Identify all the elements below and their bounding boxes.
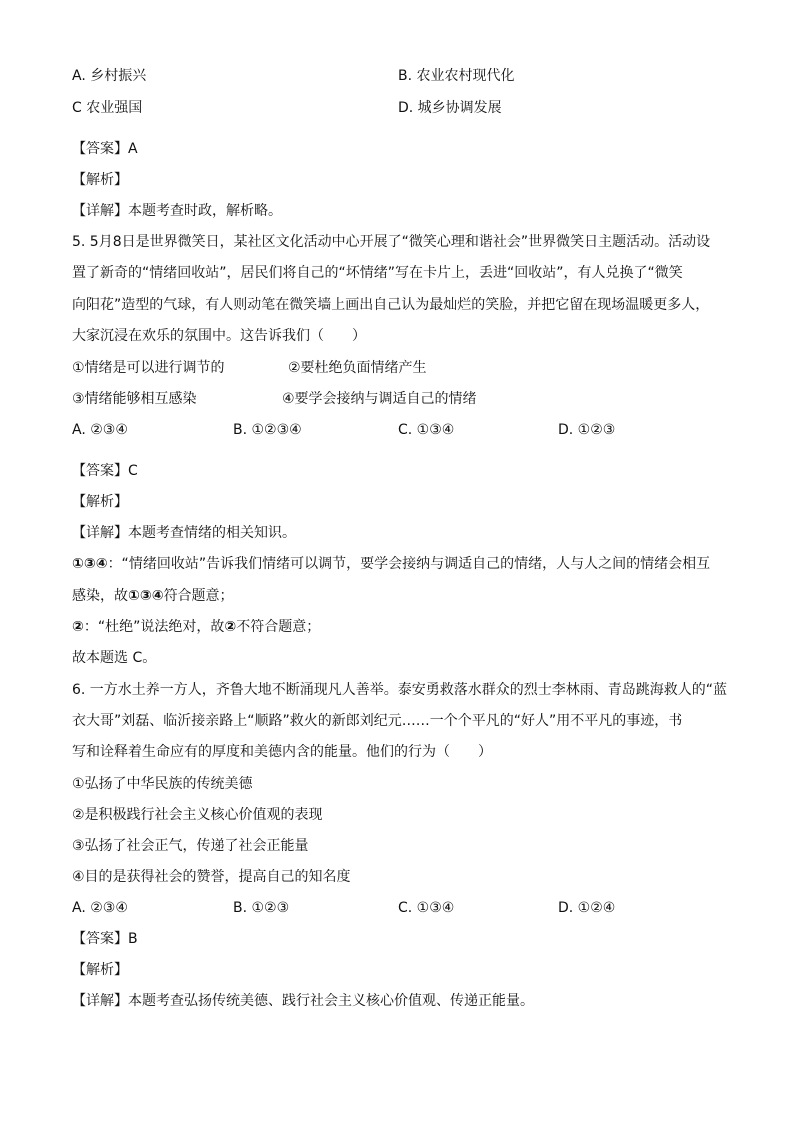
q5-exp-text: 符合题意； [163, 588, 234, 604]
q5-analysis-heading: 【解析】 [72, 494, 128, 510]
q6-statement-1: ①弘扬了中华民族的传统美德 [72, 776, 253, 792]
q6-statement-3: ③弘扬了社会正气，传递了社会正能量 [72, 838, 309, 854]
q5-exp-text: ：“杜绝”说法绝对，故 [83, 619, 225, 635]
q4-detail: 【详解】本题考查时政，解析略。 [72, 203, 282, 219]
q5-exp-numbers: ①③④ [72, 556, 108, 572]
q6-option-c: C. ①③④ [398, 900, 455, 916]
q5-exp-numbers: ② [224, 619, 237, 635]
q6-stem-line: 衣大哥”刘磊、临沂接亲路上“顺路”救火的新郎刘纪元……一个个平凡的“好人”用不平凡的事迹，书 [72, 713, 683, 729]
q4-option-a: A. 乡村振兴 [72, 68, 147, 84]
q5-stem-line: 5. 5月8日是世界微笑日，某社区文化活动中心开展了“微笑心理和谐社会”世界微笑日主题活动。活动设 [72, 234, 711, 250]
q6-option-b: B. ①②③ [233, 900, 290, 916]
q5-statement-1: ①情绪是可以进行调节的 [72, 360, 225, 376]
q4-analysis-heading: 【解析】 [72, 172, 128, 188]
q5-option-d: D. ①②③ [558, 422, 616, 438]
q5-stem-line: 大家沉浸在欢乐的氛围中。这告诉我们（ ） [72, 328, 366, 344]
q4-option-d: D. 城乡协调发展 [398, 100, 502, 116]
q4-option-b: B. 农业农村现代化 [398, 68, 515, 84]
q6-answer: 【答案】B [72, 931, 138, 947]
q6-stem-line: 6. 一方水土养一方人，齐鲁大地不断涌现凡人善举。泰安勇救落水群众的烈士李林雨、青岛跳海救人的“蓝 [72, 682, 728, 698]
q6-statement-4: ④目的是获得社会的赞誉，提高自己的知名度 [72, 869, 351, 885]
q6-stem-line: 写和诠释着生命应有的厚度和美德内含的能量。他们的行为（ ） [72, 744, 492, 760]
q5-explanation-line [72, 586, 234, 606]
q5-statement-2: ②要杜绝负面情绪产生 [288, 360, 427, 376]
q6-statement-2: ②是积极践行社会主义核心价值观的表现 [72, 807, 323, 823]
q5-statement-4: ④要学会接纳与调适自己的情绪 [282, 391, 477, 407]
q6-detail: 【详解】本题考查弘扬传统美德、践行社会主义核心价值观、传递正能量。 [72, 993, 534, 1009]
q5-option-b: B. ①②③④ [233, 422, 302, 438]
q6-analysis-heading: 【解析】 [72, 962, 128, 978]
q5-exp-numbers: ② [72, 619, 84, 635]
q5-stem-line: 向阳花”造型的气球，有人则动笔在微笑墙上画出自己认为最灿烂的笑脸，并把它留在现场温暖更多人， [72, 297, 710, 313]
q6-option-d: D. ①②④ [558, 900, 616, 916]
q5-exp-text: 不符合题意； [236, 619, 321, 635]
q5-exp-text: ：“情绪回收站”告诉我们情绪可以调节，要学会接纳与调适自己的情绪，人与人之间的情绪会相互 [107, 556, 711, 572]
q4-answer: 【答案】A [72, 141, 138, 157]
q5-statement-3: ③情绪能够相互感染 [72, 391, 197, 407]
q5-exp-text: 感染，故 [72, 588, 128, 604]
q5-explanation-line [72, 617, 320, 637]
q5-option-a: A. ②③④ [72, 422, 128, 438]
q5-answer: 【答案】C [72, 463, 138, 479]
q5-explanation-line [72, 554, 710, 574]
q5-conclusion: 故本题选 C。 [72, 650, 157, 666]
q5-detail: 【详解】本题考查情绪的相关知识。 [72, 525, 296, 541]
q5-exp-numbers: ①③④ [128, 588, 164, 604]
q6-option-a: A. ②③④ [72, 900, 128, 916]
q5-stem-line: 置了新奇的“情绪回收站”，居民们将自己的“坏情绪”写在卡片上，丢进“回收站”，有人兑换了“微笑 [72, 265, 683, 281]
q5-option-c: C. ①③④ [398, 422, 455, 438]
q4-option-c: C 农业强国 [72, 100, 143, 116]
